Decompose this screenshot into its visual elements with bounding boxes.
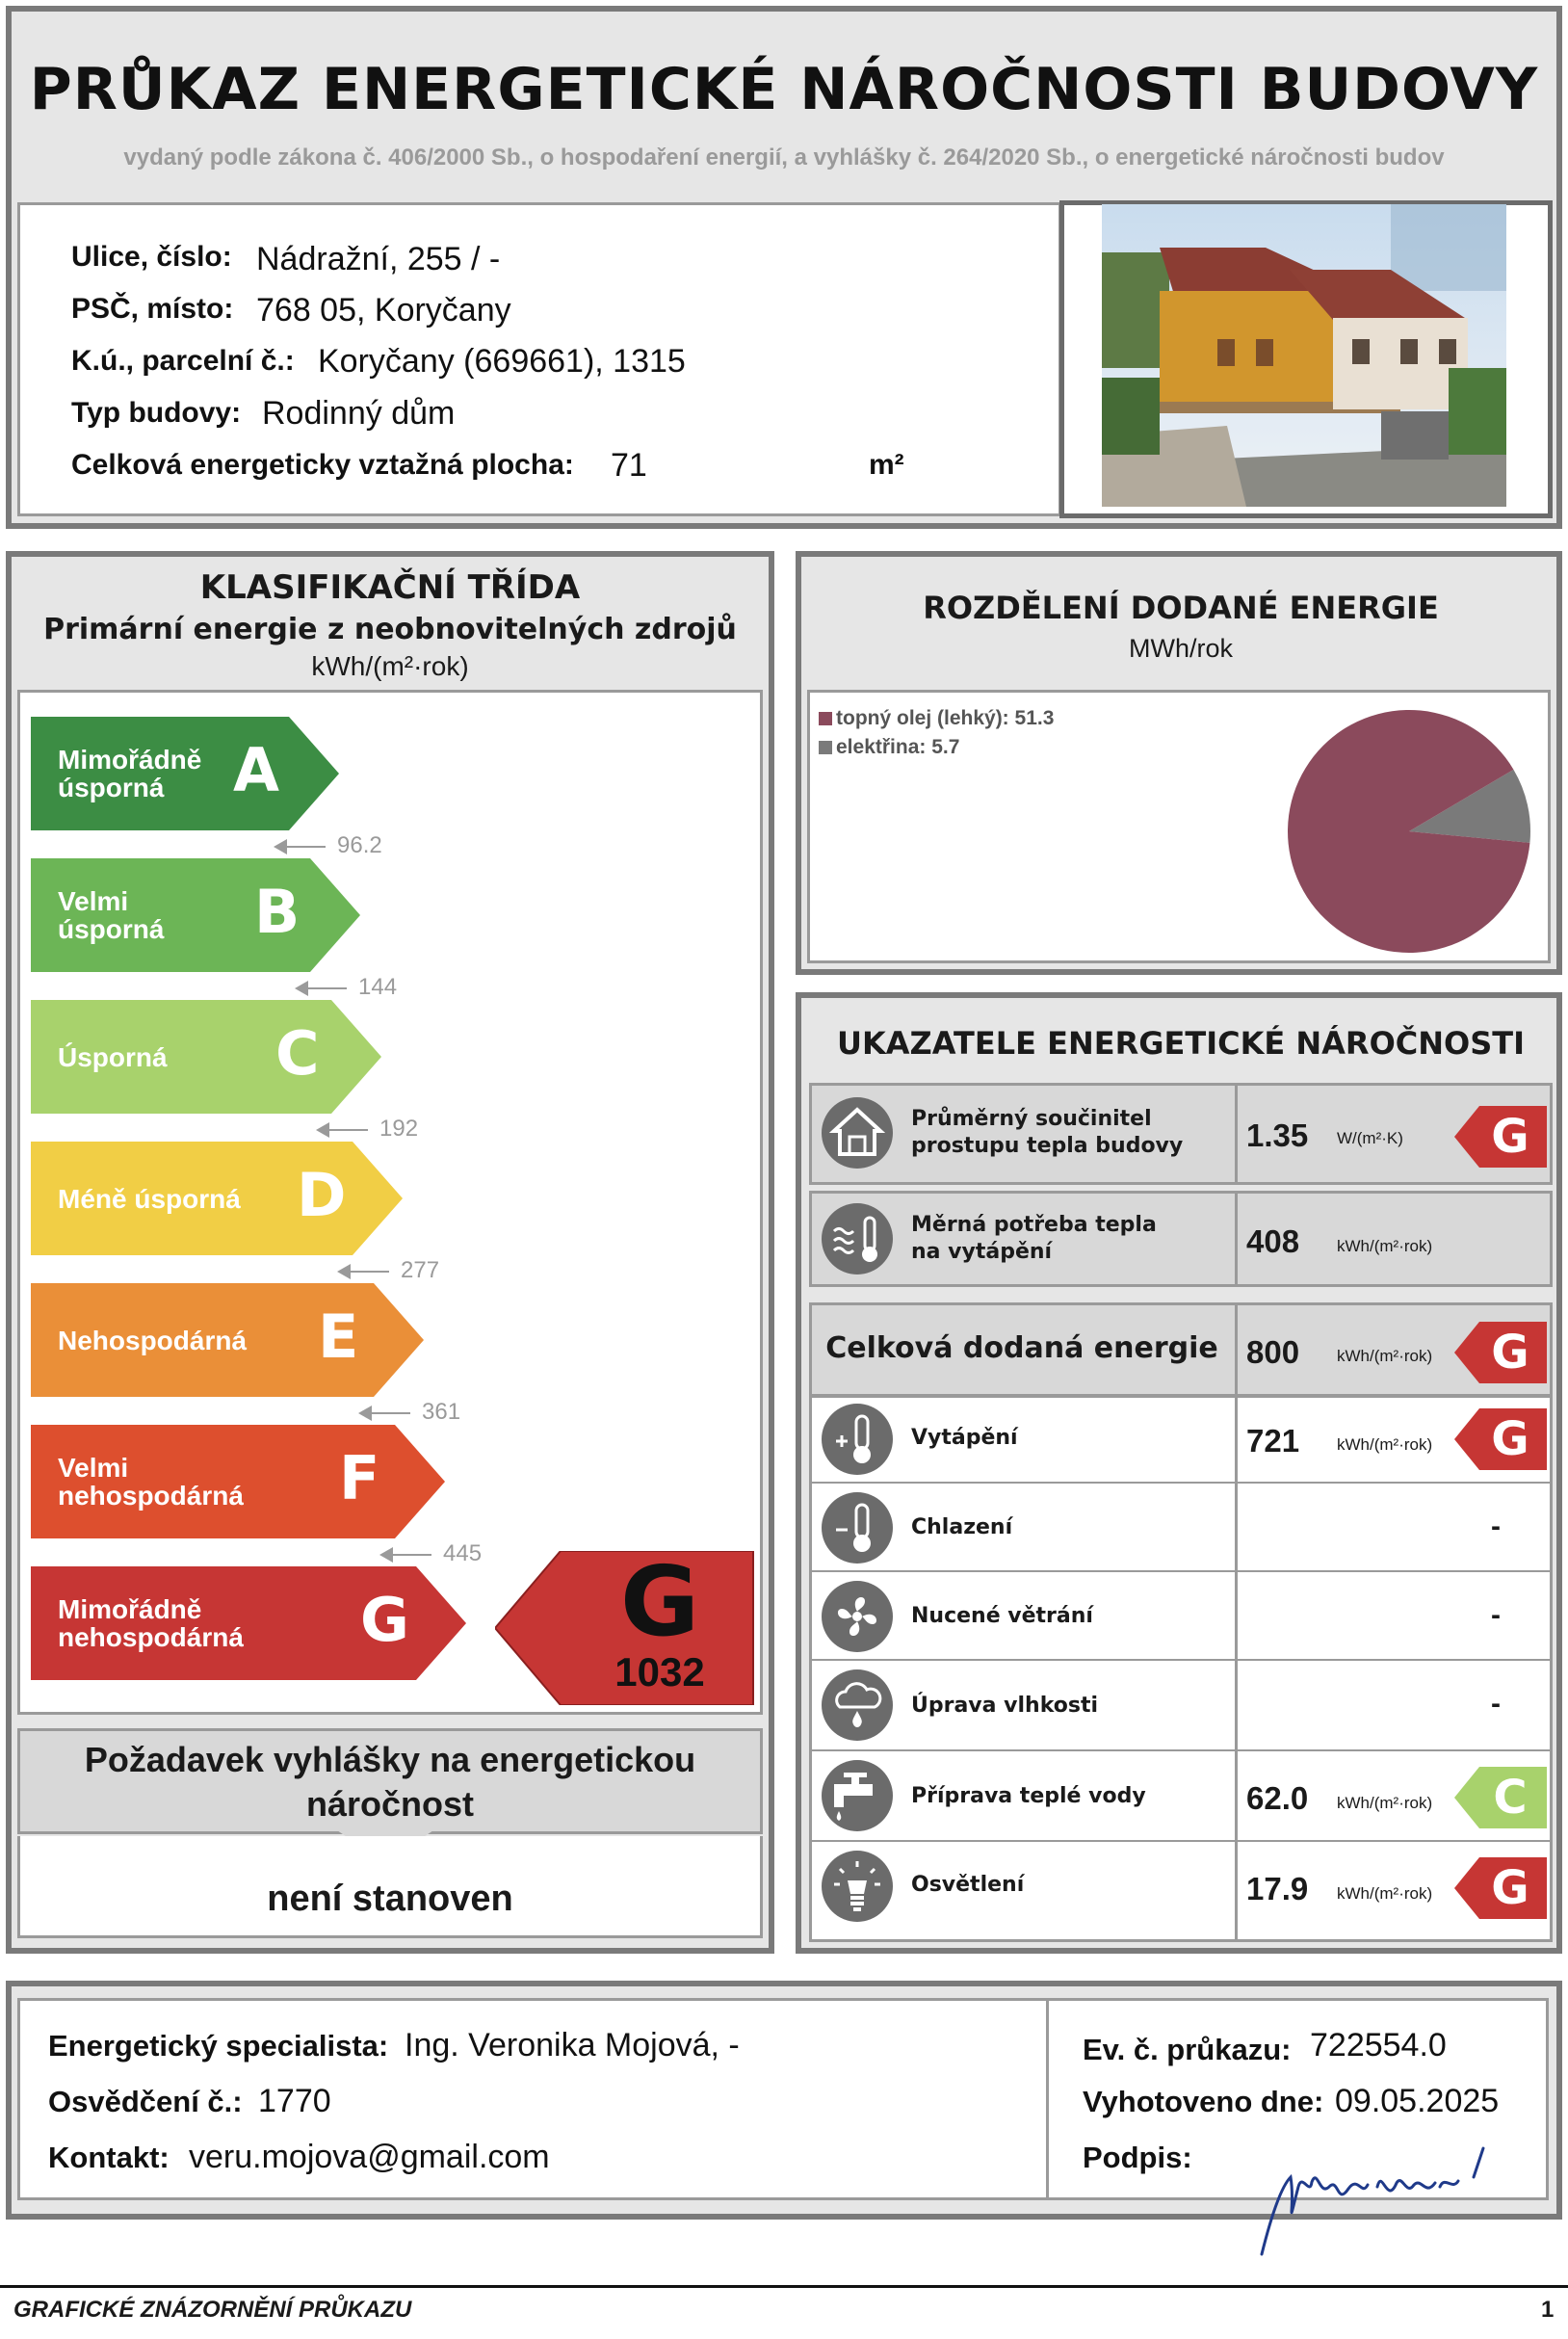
energy-class-label: Méně úsporná: [58, 1183, 241, 1214]
legend-swatch: [819, 741, 832, 754]
grade-letter: G: [1491, 1110, 1529, 1164]
energy-pie-chart: [1281, 703, 1537, 959]
lighting-value: 17.9: [1246, 1871, 1309, 1906]
requirement-value: není stanoven: [267, 1879, 513, 1919]
u-unit: W/(m²·K): [1337, 1129, 1403, 1147]
result-class-letter: G: [619, 1545, 700, 1658]
ventilation-label: Nucené větrání: [911, 1604, 1093, 1628]
requirement-title: Požadavek vyhlášky na energetickou náročnost: [84, 1740, 696, 1824]
energy-class-band-g: [31, 1566, 466, 1680]
area-label: Celková energeticky vztažná plocha:: [71, 449, 574, 481]
cooling-label: Chlazení: [911, 1515, 1013, 1539]
specialist-divider: [1046, 1998, 1049, 2200]
issue-date-label: Vyhotoveno dne:: [1083, 2085, 1324, 2118]
indicator-subrows-box: [809, 1395, 1553, 1942]
threshold-arrow-icon: [339, 1271, 389, 1273]
energy-class-letter: B: [254, 877, 301, 947]
row-divider: [809, 1482, 1553, 1484]
total-label: Celková dodaná energie: [825, 1331, 1218, 1365]
bottom-title: GRAFICKÉ ZNÁZORNĚNÍ PRŮKAZU: [13, 2297, 412, 2323]
u-label: Průměrný součinitel prostupu tepla budovy: [911, 1107, 1184, 1158]
legend-swatch: [819, 712, 832, 725]
threshold-value: 361: [422, 1399, 461, 1425]
threshold-value: 277: [401, 1257, 440, 1283]
threshold-value: 144: [358, 974, 398, 1000]
legend-label-electricity: elektřina: 5.7: [836, 736, 960, 758]
energy-class-band-c: [31, 1000, 381, 1114]
grade-letter: G: [1491, 1326, 1529, 1380]
distribution-title: ROZDĚLENÍ DODANÉ ENERGIE: [923, 590, 1439, 626]
certificate-value: 1770: [258, 2083, 331, 2119]
energy-class-label: Mimořádně úsporná: [58, 745, 202, 802]
humidity-label: Úprava vlhkosti: [911, 1694, 1099, 1718]
cooling-thermometer-icon: [821, 1491, 894, 1564]
grade-letter: G: [1491, 1861, 1529, 1915]
ev-number-label: Ev. č. průkazu:: [1083, 2033, 1292, 2066]
energy-class-letter: G: [360, 1585, 409, 1655]
energy-class-letter: E: [318, 1301, 359, 1372]
certificate-label: Osvědčení č.:: [48, 2085, 243, 2118]
energy-class-letter: A: [233, 735, 279, 805]
indicators-title: UKAZATELE ENERGETICKÉ NÁROČNOSTI: [836, 1025, 1526, 1062]
grade-letter: G: [1491, 1412, 1529, 1466]
specialist-label: Energetický specialista:: [48, 2029, 389, 2063]
bottom-rule: [0, 2285, 1568, 2288]
energy-class-label: Velmi úsporná: [58, 886, 165, 944]
energy-class-label: Nehospodárná: [58, 1325, 248, 1355]
energy-class-band-d: [31, 1142, 403, 1255]
ventilation-fan-icon: [821, 1580, 894, 1653]
total-value: 800: [1246, 1334, 1300, 1370]
legend-item-electricity: [819, 736, 1054, 759]
ku-label: K.ú., parcelní č.:: [71, 345, 295, 377]
lighting-unit: kWh/(m²·rok): [1337, 1884, 1433, 1903]
energy-class-band-a: [31, 717, 339, 830]
contact-label: Kontakt:: [48, 2141, 170, 2174]
divider: [1235, 1302, 1238, 1397]
energy-class-label: Velmi nehospodárná: [58, 1453, 244, 1511]
distribution-unit: MWh/rok: [1129, 634, 1233, 663]
street-value: Nádražní, 255 / -: [256, 241, 501, 277]
humidity-cloud-icon: [821, 1669, 894, 1742]
divider: [1235, 1191, 1238, 1287]
threshold-arrow-icon: [275, 846, 326, 848]
heating-unit: kWh/(m²·rok): [1337, 1435, 1433, 1454]
energy-class-label: Mimořádně nehospodárná: [58, 1594, 244, 1652]
specialist-value: Ing. Veronika Mojová, -: [405, 2027, 740, 2063]
heating-value: 721: [1246, 1423, 1300, 1459]
heat-need-label: Měrná potřeba tepla na vytápění: [911, 1213, 1157, 1264]
humidity-value: -: [1491, 1688, 1501, 1720]
building-photo: [1102, 204, 1506, 507]
classification-unit: kWh/(m²·rok): [311, 651, 469, 681]
area-value: 71: [611, 447, 647, 484]
divider: [1235, 1083, 1238, 1185]
page-title: PRŮKAZ ENERGETICKÉ NÁROČNOSTI BUDOVY: [29, 56, 1539, 123]
row-divider: [809, 1840, 1553, 1842]
row-divider: [809, 1749, 1553, 1751]
heat-need-unit: kWh/(m²·rok): [1337, 1237, 1433, 1255]
psc-value: 768 05, Koryčany: [256, 292, 511, 329]
u-value: 1.35: [1246, 1117, 1309, 1153]
threshold-arrow-icon: [360, 1412, 410, 1414]
classification-title: KLASIFIKAČNÍ TŘÍDA: [199, 568, 581, 607]
row-divider: [809, 1570, 1553, 1572]
legend-item-oil: [819, 707, 1054, 730]
street-label: Ulice, číslo:: [71, 241, 232, 273]
building-type-value: Rodinný dům: [262, 395, 456, 432]
result-class-value: 1032: [614, 1649, 705, 1695]
legend-label-oil: topný olej (lehký): 51.3: [836, 707, 1055, 729]
page-subtitle: vydaný podle zákona č. 406/2000 Sb., o hospodaření energií, a vyhlášky č. 264/2020 Sb., o energetické náročnosti budov: [123, 145, 1445, 171]
divider: [1235, 1395, 1238, 1942]
ku-value: Koryčany (669661), 1315: [318, 343, 686, 380]
energy-class-band-b: [31, 858, 360, 972]
contact-value[interactable]: veru.mojova@gmail.com: [189, 2139, 550, 2175]
heating-thermometer-icon: [821, 1403, 894, 1476]
row-divider: [809, 1659, 1553, 1661]
energy-class-band-f: [31, 1425, 445, 1538]
area-unit: m²: [869, 449, 904, 481]
energy-class-band-e: [31, 1283, 424, 1397]
threshold-value: 192: [379, 1116, 419, 1142]
building-type-label: Typ budovy:: [71, 397, 242, 429]
grade-letter: C: [1493, 1771, 1528, 1825]
threshold-arrow-icon: [297, 987, 347, 989]
energy-class-letter: C: [275, 1018, 320, 1089]
hot-water-value: 62.0: [1246, 1780, 1309, 1816]
psc-label: PSČ, místo:: [71, 293, 234, 325]
classification-subtitle: Primární energie z neobnovitelných zdrojů: [43, 613, 737, 646]
ev-number-value: 722554.0: [1310, 2027, 1447, 2063]
threshold-arrow-icon: [318, 1129, 368, 1131]
house-icon: [821, 1096, 894, 1170]
energy-class-letter: D: [297, 1160, 347, 1230]
lighting-label: Osvětlení: [911, 1873, 1025, 1897]
heating-label: Vytápění: [911, 1426, 1018, 1450]
total-unit: kWh/(m²·rok): [1337, 1347, 1433, 1365]
hot-water-label: Příprava teplé vody: [911, 1784, 1146, 1808]
hot-water-unit: kWh/(m²·rok): [1337, 1794, 1433, 1812]
issue-date-value: 09.05.2025: [1335, 2083, 1500, 2119]
energy-class-letter: F: [339, 1443, 380, 1513]
chart-legend: [819, 707, 1054, 759]
hot-water-tap-icon: [821, 1759, 894, 1832]
cooling-value: -: [1491, 1511, 1501, 1542]
signature-label: Podpis:: [1083, 2141, 1192, 2174]
heat-need-value: 408: [1246, 1223, 1300, 1259]
threshold-value: 96.2: [337, 832, 382, 858]
lighting-bulb-icon: [821, 1850, 894, 1923]
energy-class-label: Úsporná: [58, 1041, 168, 1072]
heat-need-icon: [821, 1202, 894, 1275]
handwritten-signature: [1242, 2129, 1531, 2273]
page-number: 1: [1541, 2297, 1555, 2323]
threshold-arrow-icon: [381, 1554, 431, 1556]
threshold-value: 445: [443, 1540, 483, 1566]
ventilation-value: -: [1491, 1599, 1501, 1631]
